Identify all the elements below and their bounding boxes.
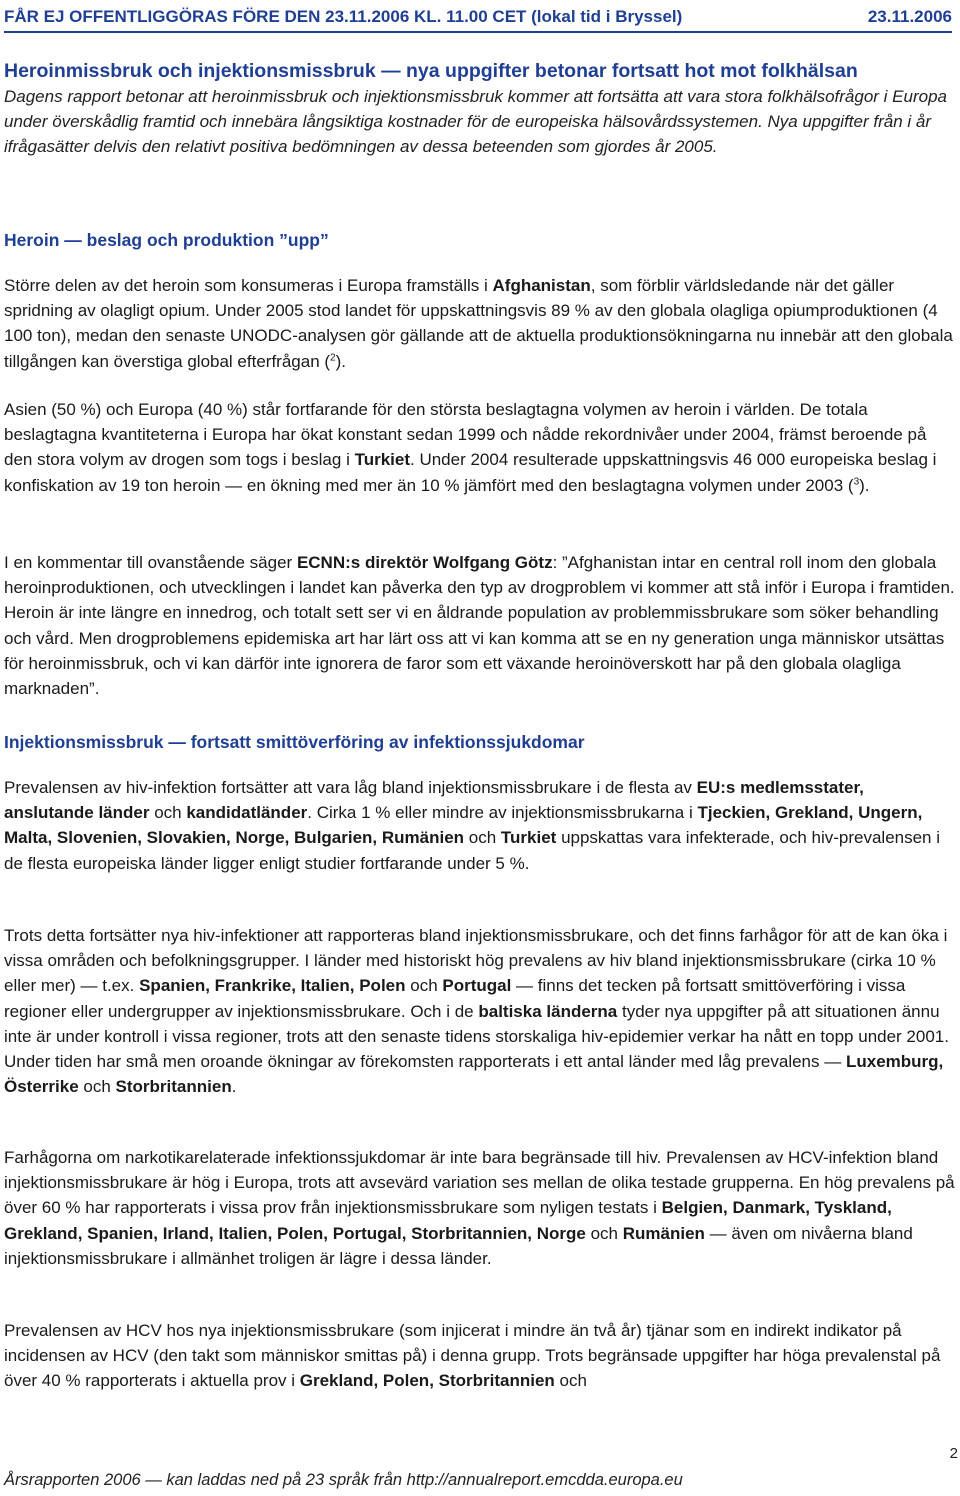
section-heading-heroin: Heroin — beslag och produktion ”upp”	[4, 230, 329, 250]
paragraph-new-hiv-infections	[4, 923, 956, 1099]
bold-country: Turkiet	[354, 450, 410, 470]
text-run: och	[78, 1077, 116, 1097]
bold-country: Turkiet	[500, 828, 557, 848]
embargo-notice	[4, 6, 952, 28]
text-run: Större delen av det heroin som konsumeras i Europa framställs i	[4, 276, 493, 295]
page-number: 2	[949, 1445, 958, 1462]
text-run: Prevalensen av HCV hos nya injektionsmissbrukare (som injicerat i mindre än två år) tjänar som en indirekt indikator på incidensen av HCV (den takt som människor smittas på) i denna grupp. Trots begränsade uppgifter har höga prevalenstal på över 40 % rapporterats i aktuella prov i	[4, 1321, 941, 1391]
bold-director-name: ECNN:s direktör Wolfgang Götz	[296, 553, 553, 572]
text-run: Farhågorna om narkotikarelaterade infektionssjukdomar är inte bara begränsade till hiv. Prevalensen av HCV-infektion bland injektionsmissbrukare är hög i Europa, trots att avsevärd variation ses mellan de olika testade grupperna. En hög prevalens på över 60 % har rapporterats i vissa prov från injektionsmissbrukare som nyligen testats i	[4, 1148, 955, 1218]
paragraph-hcv-infection	[4, 1145, 956, 1271]
text-run: och	[149, 803, 187, 823]
paragraph-director-quote	[4, 550, 956, 701]
text-run: ).	[859, 475, 870, 495]
text-run: tyder nya uppgifter på att situationen ännu inte är under kontroll i vissa regioner, trots att den senaste tidens storskaliga hiv-epidemier verkar ha nått en topp under 2001. Under tiden har små men oroande ökningar av förekomsten rapporterats i ett antal länder med låg prevalens —	[4, 1001, 949, 1072]
text-run: ).	[335, 351, 346, 371]
bold-country-list: Spanien, Frankrike, Italien, Polen	[139, 976, 406, 996]
text-run: , som förblir världsledande när det gäller spridning av olagligt opium. Under 2005 stod landet för uppskattningsvis 89 % av den globala olagliga opiumproduktionen (4 100 ton), medan den senaste UNODC-analysen gör gällande att de aktuella produktionsökningarna nu innebär att den globala tillgången kan överstiga global efterfrågan (	[4, 276, 953, 371]
text-run: — finns det tecken på fortsatt smittöverföring i vissa regioner eller undergrupper av injektionsmissbrukare. Och i de	[4, 976, 906, 1021]
bold-text: EU:s medlemsstater, anslutande länder	[4, 778, 864, 823]
bold-country: Portugal	[442, 976, 512, 996]
paragraph-heroin-origin	[4, 273, 956, 374]
text-run: och	[585, 1223, 623, 1243]
bold-country: Rumänien	[622, 1223, 705, 1243]
footnote-ref: 2	[330, 351, 336, 363]
bold-country: Storbritannien	[115, 1077, 232, 1097]
lead-text: Dagens rapport betonar att heroinmissbruk och injektionsmissbruk kommer att fortsätta att vara stora folkhälsofrågor i Europa under överskådlig framtid och innebära långsiktiga kostnader för de europeiska hälsovårdssystemen. Nya uppgifter från i år ifrågasätter delvis den relativt positiva bedömningen av dessa beteenden som gjordes år 2005.	[4, 87, 947, 157]
bold-country-list: Grekland, Polen, Storbritannien	[299, 1371, 555, 1391]
bold-country: Afghanistan	[492, 276, 591, 295]
bold-country-list: Luxemburg, Österrike	[4, 1052, 944, 1097]
footer-text: Årsrapporten 2006 — kan laddas ned på 23 språk från http://annualreport.emcdda.europa.eu	[4, 1471, 683, 1489]
section-heroin	[4, 228, 956, 253]
bold-country-list: Tjeckien, Grekland, Ungern, Malta, Slovenien, Slovakien, Norge, Bulgarien, Rumänien	[4, 803, 923, 848]
paragraph-heroin-seizures	[4, 397, 956, 498]
lead-paragraph	[4, 84, 954, 160]
text-run: Asien (50 %) och Europa (40 %) står fortfarande för den största beslagtagna volymen av heroin i världen. De totala beslagtagna kvantiteterna i Europa har ökat konstant sedan 1999 och nådde rekordnivåer under 2004, främst beroende på den stora volym av drogen som togs i beslag i	[4, 400, 927, 470]
text-run: . Cirka 1 % eller mindre av injektionsmissbrukarna i	[307, 803, 698, 823]
text-run: uppskattas vara infekterade, och hiv-prevalensen i de flesta europeiska länder ligger enligt studier fortfarande under 5 %.	[4, 828, 941, 873]
text-run: Prevalensen av hiv-infektion fortsätter att vara låg bland injektionsmissbrukare i de flesta av	[4, 778, 697, 797]
embargo-date: 23.11.2006	[867, 7, 952, 26]
text-run: I en kommentar till ovanstående säger	[4, 553, 297, 572]
press-release-title: Heroinmissbruk och injektionsmissbruk — nya uppgifter betonar fortsatt hot mot folkhälsan	[4, 60, 858, 82]
paragraph-hiv-prevalence	[4, 775, 956, 876]
header-rule	[4, 31, 952, 33]
section-heading-injection: Injektionsmissbruk — fortsatt smittöverföring av infektionssjukdomar	[4, 732, 585, 752]
paragraph-hcv-new-users	[4, 1318, 956, 1394]
text-run: Trots detta fortsätter nya hiv-infektioner att rapporteras bland injektionsmissbrukare, och det finns farhågor för att de kan öka i vissa områden och befolkningsgrupper. I länder med historiskt hög prevalens av hiv bland injektionsmissbrukare (cirka 10 % eller mer) — t.ex.	[4, 926, 948, 996]
section-injection	[4, 730, 956, 755]
bold-country-list: Belgien, Danmark, Tyskland, Grekland, Spanien, Irland, Italien, Polen, Portugal, Storbritannien, Norge	[4, 1198, 892, 1243]
bold-text: baltiska länderna	[478, 1001, 618, 1021]
text-run: .	[231, 1077, 237, 1097]
text-run: : ”Afghanistan intar en central roll inom den globala heroinproduktionen, och utvecklingen i landet kan påverka den typ av drogproblem vi kommer att stå inför i Europa i framtiden. Heroin är inte längre en innedrog, och totalt sett ser vi en åldrande population av problemmissbrukare som söker behandling och vård. Men drogproblemens epidemiska art har lärt oss att vi kan komma att se en ny generation unga människor utsättas för heroinmissbruk, och vi kan därför inte ignorera de faror som ett växande heroinöverskott har på den globala olagliga marknaden”.	[4, 553, 955, 699]
bold-text: kandidatländer	[186, 803, 308, 823]
text-run: och	[405, 976, 443, 996]
footnote-ref: 3	[853, 475, 860, 487]
embargo-text: FÅR EJ OFFENTLIGGÖRAS FÖRE DEN 23.11.2006 KL. 11.00 CET (lokal tid i Bryssel)	[4, 7, 683, 26]
text-run: — även om nivåerna bland injektionsmissbrukare i allmänhet troligen är lägre i dessa länder.	[4, 1223, 913, 1268]
text-run: och	[554, 1371, 587, 1391]
text-run: . Under 2004 resulterade uppskattningsvis 46 000 europeiska beslag i konfiskation av 19 ton heroin — en ökning med mer än 10 % jämfört med den beslagtagna volymen under 2003 (	[4, 450, 937, 495]
text-run: och	[464, 828, 501, 848]
